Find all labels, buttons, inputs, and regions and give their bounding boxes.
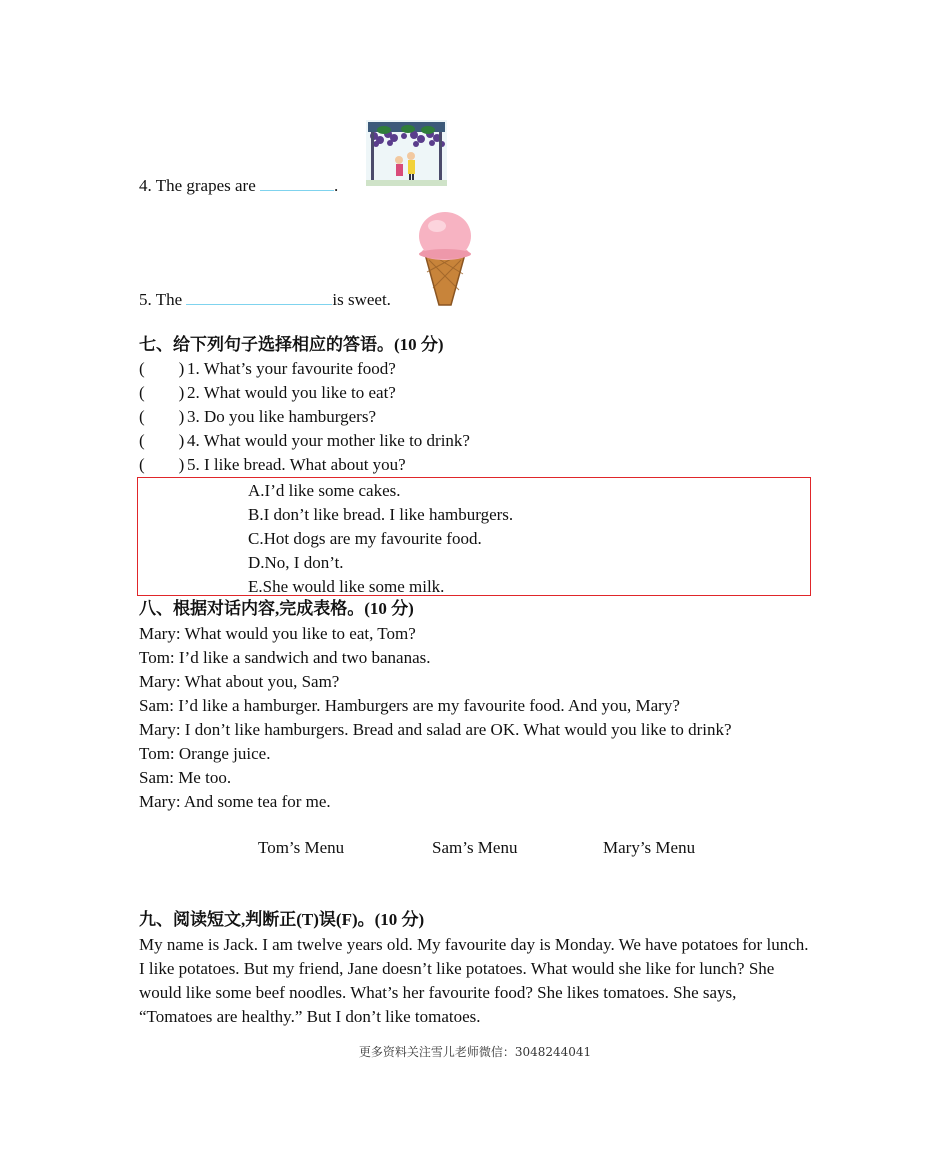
question-text: 5. I like bread. What about you? [187, 455, 406, 474]
question-5-prefix: 5. The [139, 290, 183, 309]
section-7-question-5 [139, 453, 406, 477]
marys-menu-header: Mary’s Menu [603, 838, 696, 857]
option-c: C.Hot dogs are my favourite food. [248, 529, 482, 548]
ice-cream-cone-picture [411, 210, 479, 307]
toms-menu-header: Tom’s Menu [258, 838, 345, 857]
question-text: 3. Do you like hamburgers? [187, 407, 377, 426]
dialogue-line: Mary: I don’t like hamburgers. Bread and salad are OK. What would you like to drink? [139, 720, 732, 739]
question-4-text: 4. The grapes are [139, 176, 256, 195]
dialogue-line: Mary: And some tea for me. [139, 792, 331, 811]
answer-paren[interactable]: ( ) [139, 455, 185, 474]
section-7-heading: 七、给下列句子选择相应的答语。(10 分) [139, 335, 444, 354]
question-text: 1. What’s your favourite food? [187, 359, 396, 378]
question-text: 2. What would you like to eat? [187, 383, 396, 402]
answer-blank-5[interactable] [186, 288, 332, 305]
section-7-question-3 [139, 405, 376, 429]
section-8-heading: 八、根据对话内容,完成表格。(10 分) [139, 599, 414, 618]
answer-options-box [137, 477, 811, 596]
grapes-vine-picture [366, 120, 447, 186]
section-9-heading: 九、阅读短文,判断正(T)误(F)。(10 分) [139, 910, 425, 929]
question-4 [139, 174, 338, 198]
section-7-question-1 [139, 357, 396, 381]
question-5-suffix: is sweet. [332, 290, 391, 309]
reading-passage: My name is Jack. I am twelve years old. My favourite day is Monday. We have potatoes for lunch. I like potatoes. But my friend, Jane doesn’t like potatoes. What would she like for lunch? She would like some beef noodles. What’s her favourite food? She likes tomatoes. She says, “Tomatoes are healthy.” But I don’t like tomatoes. [139, 935, 809, 1026]
option-a: A.I’d like some cakes. [248, 481, 401, 500]
answer-paren[interactable]: ( ) [139, 383, 185, 402]
section-7-question-4 [139, 429, 470, 453]
option-e: E.She would like some milk. [248, 577, 445, 596]
question-text: 4. What would your mother like to drink? [187, 431, 470, 450]
dialogue-line: Mary: What would you like to eat, Tom? [139, 624, 416, 643]
footer-note: 更多资料关注雪儿老师微信：3048244041 [358, 1045, 592, 1059]
dialogue-line: Mary: What about you, Sam? [139, 672, 340, 691]
dialogue-line: Tom: Orange juice. [139, 744, 271, 763]
sams-menu-header: Sam’s Menu [432, 838, 518, 857]
option-d: D.No, I don’t. [248, 553, 344, 572]
answer-paren[interactable]: ( ) [139, 407, 185, 426]
answer-blank-4[interactable] [260, 174, 334, 191]
dialogue-line: Sam: Me too. [139, 768, 232, 787]
question-4-end: . [334, 176, 339, 195]
section-7-question-2 [139, 381, 396, 405]
dialogue-line: Tom: I’d like a sandwich and two bananas. [139, 648, 431, 667]
dialogue-line: Sam: I’d like a hamburger. Hamburgers are my favourite food. And you, Mary? [139, 696, 680, 715]
answer-paren[interactable]: ( ) [139, 431, 185, 450]
question-5 [139, 288, 391, 312]
option-b: B.I don’t like bread. I like hamburgers. [248, 505, 514, 524]
answer-paren[interactable]: ( ) [139, 359, 185, 378]
